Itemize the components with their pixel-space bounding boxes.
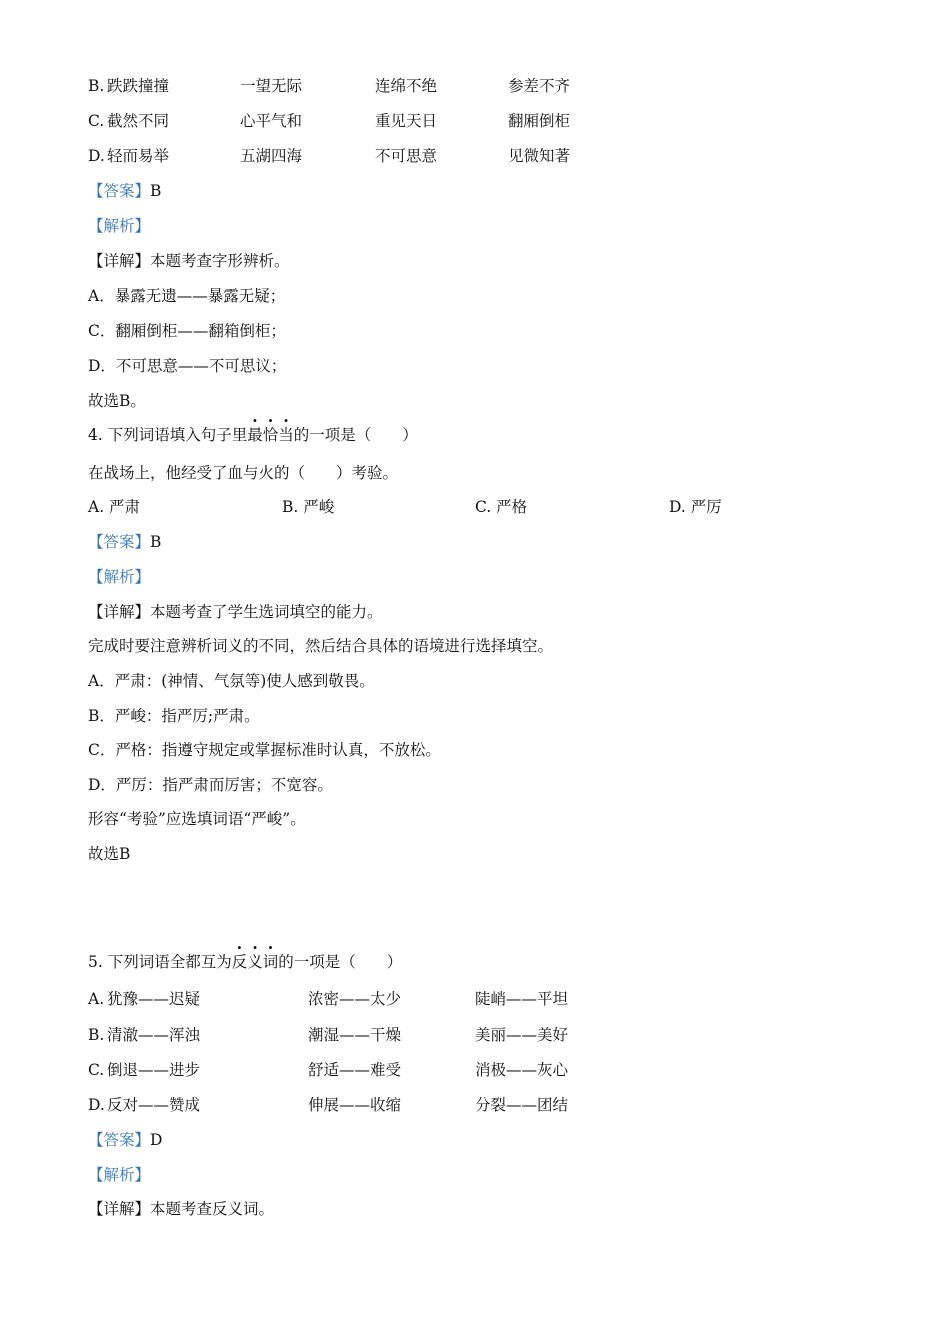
option-label: D. bbox=[88, 1096, 105, 1114]
answer-value: D bbox=[150, 1131, 163, 1149]
q4-explain-line: C．严格：指遵守规定或掌握标准时认真，不放松。 bbox=[88, 741, 441, 759]
q4-explain-line: 形容“考验”应选填词语“严峻”。 bbox=[88, 810, 306, 828]
emphasis-char: 当 bbox=[278, 426, 294, 444]
option-pair: 美丽——美好 bbox=[475, 1026, 569, 1044]
option-c: C. 严格 bbox=[475, 498, 528, 516]
q4-analysis-tag: 【解析】 bbox=[88, 568, 151, 586]
stem-text: 的一项是（ ） bbox=[278, 953, 403, 971]
emphasis-char: 词 bbox=[262, 953, 279, 971]
option-label: C. bbox=[88, 112, 105, 130]
option-word: 不可思意 bbox=[375, 147, 438, 165]
q3-explain-line: A．暴露无遗——暴露无疑； bbox=[88, 287, 286, 305]
q4-explain-line: A．严肃：(神情、气氛等)使人感到敬畏。 bbox=[88, 672, 375, 690]
q4-stem bbox=[88, 425, 418, 445]
option-word: 跌跌撞撞 bbox=[107, 77, 170, 95]
option-pair: 犹豫——迟疑 bbox=[107, 990, 201, 1008]
option-word: 截然不同 bbox=[107, 112, 170, 130]
option-label: B. bbox=[88, 77, 105, 95]
emphasis-char: 反 bbox=[231, 953, 248, 971]
stem-text: 的一项是（ ） bbox=[293, 426, 418, 444]
option-word: 重见天日 bbox=[375, 112, 438, 130]
q4-explain-line: B．严峻：指严厉;严肃。 bbox=[88, 707, 260, 725]
q4-explain-line: 完成时要注意辨析词义的不同，然后结合具体的语境进行选择填空。 bbox=[88, 637, 554, 655]
q5-answer bbox=[88, 1130, 162, 1150]
q5-detail: 【详解】本题考查反义词。 bbox=[88, 1200, 275, 1218]
option-a: A. 严肃 bbox=[88, 498, 141, 516]
q4-sentence: 在战场上，他经受了血与火的（ ）考验。 bbox=[88, 464, 399, 482]
option-word: 一望无际 bbox=[240, 77, 303, 95]
option-pair: 舒适——难受 bbox=[308, 1061, 402, 1079]
option-label: D. bbox=[88, 147, 105, 165]
option-pair: 伸展——收缩 bbox=[308, 1096, 402, 1114]
q3-detail: 【详解】本题考查字形辨析。 bbox=[88, 252, 290, 270]
q3-analysis-tag: 【解析】 bbox=[88, 217, 151, 235]
q3-conclusion: 故选B。 bbox=[88, 392, 146, 410]
option-pair: 倒退——进步 bbox=[107, 1061, 201, 1079]
answer-tag: 【答案】 bbox=[88, 533, 151, 551]
emphasis-char: 义 bbox=[247, 953, 263, 971]
q4-detail: 【详解】本题考查了学生选词填空的能力。 bbox=[88, 603, 383, 621]
option-word: 轻而易举 bbox=[107, 147, 170, 165]
option-word: 参差不齐 bbox=[508, 77, 571, 95]
emphasis-char: 恰 bbox=[262, 426, 279, 444]
answer-value: B bbox=[150, 182, 162, 200]
option-pair: 消极——灰心 bbox=[475, 1061, 569, 1079]
q3-answer bbox=[88, 181, 161, 201]
option-word: 五湖四海 bbox=[240, 147, 303, 165]
option-pair: 潮湿——干燥 bbox=[308, 1026, 402, 1044]
option-pair: 浓密——太少 bbox=[308, 990, 402, 1008]
answer-tag: 【答案】 bbox=[88, 182, 151, 200]
q4-explain-line: D．严厉：指严肃而厉害；不宽容。 bbox=[88, 776, 333, 794]
option-word: 连绵不绝 bbox=[375, 77, 438, 95]
option-pair: 分裂——团结 bbox=[475, 1096, 569, 1114]
option-word: 见微知著 bbox=[508, 147, 571, 165]
option-pair: 陡峭——平坦 bbox=[475, 990, 569, 1008]
stem-text: 5. 下列词语全都互为 bbox=[88, 953, 232, 971]
q4-conclusion: 故选B bbox=[88, 845, 131, 863]
option-label: C. bbox=[88, 1061, 105, 1079]
option-b: B. 严峻 bbox=[282, 498, 335, 516]
option-label: A. bbox=[88, 990, 105, 1008]
option-pair: 清澈——浑浊 bbox=[107, 1026, 201, 1044]
option-word: 翻厢倒柜 bbox=[508, 112, 571, 130]
emphasis-char: 最 bbox=[247, 426, 263, 444]
answer-value: B bbox=[150, 533, 162, 551]
q3-explain-line: D．不可思意——不可思议； bbox=[88, 357, 287, 375]
q5-analysis-tag: 【解析】 bbox=[88, 1166, 151, 1184]
q5-stem bbox=[88, 952, 402, 972]
option-word: 心平气和 bbox=[240, 112, 303, 130]
stem-text: 4. 下列词语填入句子里 bbox=[88, 426, 248, 444]
q4-answer bbox=[88, 532, 161, 552]
option-pair: 反对——赞成 bbox=[107, 1096, 201, 1114]
option-d: D. 严厉 bbox=[669, 498, 722, 516]
q3-explain-line: C．翻厢倒柜——翻箱倒柜； bbox=[88, 322, 286, 340]
answer-tag: 【答案】 bbox=[88, 1131, 151, 1149]
option-label: B. bbox=[88, 1026, 105, 1044]
